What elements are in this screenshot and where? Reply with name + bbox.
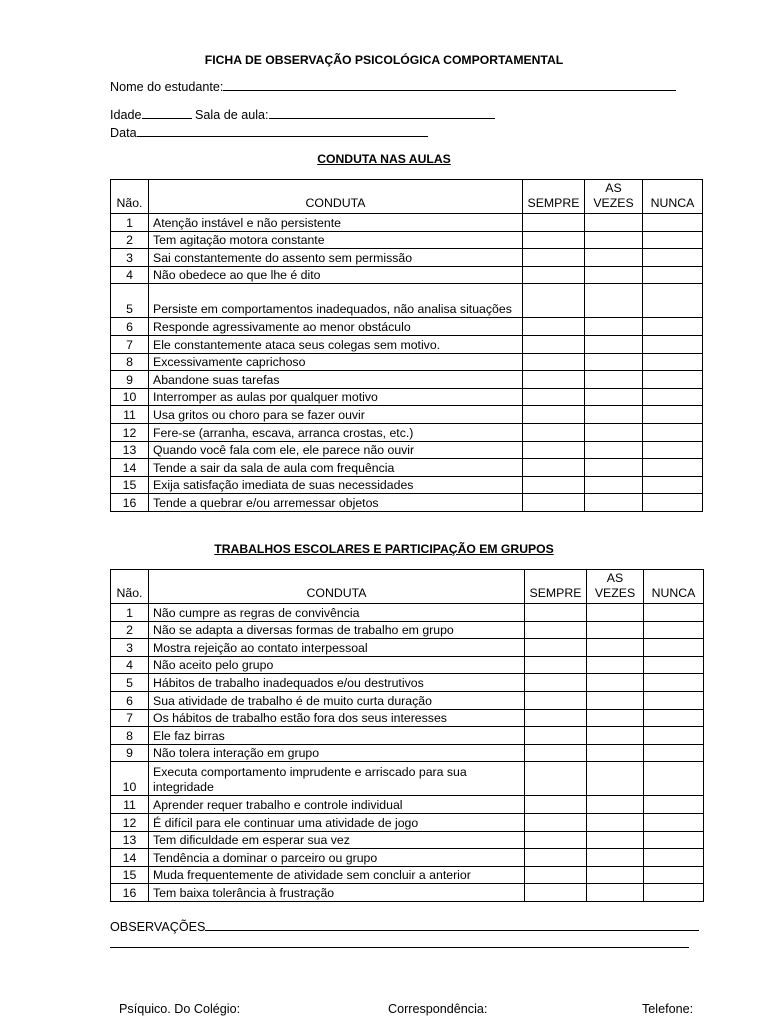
- never-cell[interactable]: [644, 604, 704, 622]
- always-cell[interactable]: [523, 371, 585, 389]
- table-row: [111, 231, 703, 249]
- table-row: [111, 284, 703, 318]
- col-header-sometimes: AS VEZES: [585, 180, 643, 214]
- never-cell[interactable]: [644, 813, 704, 831]
- never-cell[interactable]: [643, 318, 703, 336]
- date-field: [110, 124, 428, 141]
- row-number: 14: [111, 459, 149, 477]
- table-row: [111, 604, 704, 622]
- age-classroom-field: [110, 106, 495, 123]
- always-cell[interactable]: [523, 249, 585, 267]
- sometimes-cell[interactable]: [585, 423, 643, 441]
- conduct-text: Não obedece ao que lhe é dito: [149, 266, 523, 284]
- table-row: [111, 727, 704, 745]
- conduct-text: Tende a sair da sala de aula com frequência: [149, 459, 523, 477]
- never-cell[interactable]: [644, 866, 704, 884]
- conduct-text: Fere-se (arranha, escava, arranca crostas, etc.): [149, 423, 523, 441]
- group-work-table: [110, 569, 704, 902]
- table-row: [111, 656, 704, 674]
- always-cell[interactable]: [525, 656, 587, 674]
- always-cell[interactable]: [523, 476, 585, 494]
- conduct-text: Sua atividade de trabalho é de muito curta duração: [149, 691, 525, 709]
- row-number: 13: [111, 441, 149, 459]
- conduct-text: Responde agressivamente ao menor obstáculo: [149, 318, 523, 336]
- school-psych-label: Psíquico. Do Colégio:: [119, 1002, 241, 1016]
- sometimes-cell[interactable]: [585, 214, 643, 232]
- never-cell[interactable]: [643, 231, 703, 249]
- conduct-text: Abandone suas tarefas: [149, 371, 523, 389]
- always-cell[interactable]: [525, 709, 587, 727]
- always-cell[interactable]: [525, 813, 587, 831]
- table-row: [111, 441, 703, 459]
- never-cell[interactable]: [644, 727, 704, 745]
- table-row: [111, 709, 704, 727]
- never-cell[interactable]: [644, 884, 704, 902]
- student-name-field: [110, 78, 676, 95]
- conduct-text: Excessivamente caprichoso: [149, 353, 523, 371]
- observations-label: OBSERVAÇÕES: [110, 920, 206, 934]
- row-number: 4: [111, 656, 149, 674]
- row-number: 10: [111, 388, 149, 406]
- col-header-never: NUNCA: [643, 180, 703, 214]
- conduct-text: Não se adapta a diversas formas de trabalho em grupo: [149, 621, 525, 639]
- table-row: [111, 849, 704, 867]
- always-cell[interactable]: [523, 266, 585, 284]
- table-row: [111, 762, 704, 796]
- section-title-group-work: TRABALHOS ESCOLARES E PARTICIPAÇÃO EM GRUPOS: [214, 542, 554, 556]
- sometimes-cell[interactable]: [585, 459, 643, 477]
- conduct-text: Não aceito pelo grupo: [149, 656, 525, 674]
- never-cell[interactable]: [643, 266, 703, 284]
- row-number: 11: [111, 406, 149, 424]
- table-header-row: [111, 570, 704, 604]
- sometimes-cell[interactable]: [587, 709, 644, 727]
- always-cell[interactable]: [525, 639, 587, 657]
- never-cell[interactable]: [643, 388, 703, 406]
- conduct-text: Tem agitação motora constante: [149, 231, 523, 249]
- row-number: 9: [111, 744, 149, 762]
- section-title-classroom-conduct: CONDUTA NAS AULAS: [317, 152, 451, 166]
- row-number: 12: [111, 813, 149, 831]
- conduct-text: Aprender requer trabalho e controle individual: [149, 796, 525, 814]
- never-cell[interactable]: [644, 621, 704, 639]
- sometimes-cell[interactable]: [587, 849, 644, 867]
- table-row: [111, 388, 703, 406]
- sometimes-cell[interactable]: [585, 318, 643, 336]
- phone-label: Telefone:: [642, 1002, 694, 1016]
- conduct-text: Sai constantemente do assento sem permissão: [149, 249, 523, 267]
- never-cell[interactable]: [644, 762, 704, 796]
- always-cell[interactable]: [523, 388, 585, 406]
- row-number: 2: [111, 621, 149, 639]
- conduct-text: Exija satisfação imediata de suas necessidades: [149, 476, 523, 494]
- always-cell[interactable]: [523, 494, 585, 512]
- col-header-no: Não.: [111, 570, 149, 604]
- table-row: [111, 831, 704, 849]
- table-row: [111, 249, 703, 267]
- always-cell[interactable]: [525, 849, 587, 867]
- sometimes-cell[interactable]: [585, 371, 643, 389]
- row-number: 3: [111, 639, 149, 657]
- sometimes-cell[interactable]: [587, 796, 644, 814]
- never-cell[interactable]: [644, 744, 704, 762]
- table-row: [111, 884, 704, 902]
- never-cell[interactable]: [644, 639, 704, 657]
- col-header-conduct: CONDUTA: [149, 570, 525, 604]
- row-number: 14: [111, 849, 149, 867]
- table-row: [111, 866, 704, 884]
- table-row: [111, 371, 703, 389]
- sometimes-cell[interactable]: [585, 476, 643, 494]
- always-cell[interactable]: [523, 335, 585, 353]
- row-number: 16: [111, 884, 149, 902]
- col-header-always: SEMPRE: [523, 180, 585, 214]
- always-cell[interactable]: [525, 621, 587, 639]
- always-cell[interactable]: [523, 423, 585, 441]
- sometimes-cell[interactable]: [585, 249, 643, 267]
- never-cell[interactable]: [644, 709, 704, 727]
- sometimes-cell[interactable]: [585, 406, 643, 424]
- table-row: [111, 639, 704, 657]
- row-number: 5: [111, 284, 149, 318]
- table-row: [111, 494, 703, 512]
- always-cell[interactable]: [525, 691, 587, 709]
- sometimes-cell[interactable]: [587, 813, 644, 831]
- row-number: 12: [111, 423, 149, 441]
- conduct-text: Tem baixa tolerância à frustração: [149, 884, 525, 902]
- conduct-text: Persiste em comportamentos inadequados, não analisa situações: [149, 284, 523, 318]
- never-cell[interactable]: [644, 691, 704, 709]
- conduct-text: Interromper as aulas por qualquer motivo: [149, 388, 523, 406]
- sometimes-cell[interactable]: [587, 831, 644, 849]
- row-number: 6: [111, 691, 149, 709]
- never-cell[interactable]: [643, 476, 703, 494]
- observations-blank-1[interactable]: [205, 918, 699, 931]
- always-cell[interactable]: [525, 744, 587, 762]
- conduct-text: É difícil para ele continuar uma atividade de jogo: [149, 813, 525, 831]
- sometimes-cell[interactable]: [585, 441, 643, 459]
- sometimes-cell[interactable]: [587, 604, 644, 622]
- never-cell[interactable]: [644, 674, 704, 692]
- col-header-sometimes: AS VEZES: [587, 570, 644, 604]
- conduct-text: Ele constantemente ataca seus colegas sem motivo.: [149, 335, 523, 353]
- always-cell[interactable]: [523, 284, 585, 318]
- table-row: [111, 459, 703, 477]
- table-row: [111, 335, 703, 353]
- sometimes-cell[interactable]: [587, 884, 644, 902]
- table-row: [111, 214, 703, 232]
- table-row: [111, 796, 704, 814]
- always-cell[interactable]: [525, 727, 587, 745]
- conduct-text: Ele faz birras: [149, 727, 525, 745]
- col-header-no: Não.: [111, 180, 149, 214]
- table-row: [111, 353, 703, 371]
- col-header-never: NUNCA: [644, 570, 704, 604]
- always-cell[interactable]: [525, 762, 587, 796]
- always-cell[interactable]: [523, 318, 585, 336]
- student-name-label: Nome do estudante:: [110, 80, 224, 94]
- table-row: [111, 691, 704, 709]
- always-cell[interactable]: [523, 214, 585, 232]
- conduct-text: Atenção instável e não persistente: [149, 214, 523, 232]
- always-cell[interactable]: [523, 406, 585, 424]
- classroom-label: Sala de aula:: [195, 108, 269, 122]
- conduct-text: Não tolera interação em grupo: [149, 744, 525, 762]
- always-cell[interactable]: [525, 884, 587, 902]
- never-cell[interactable]: [644, 849, 704, 867]
- row-number: 2: [111, 231, 149, 249]
- row-number: 15: [111, 866, 149, 884]
- sometimes-cell[interactable]: [587, 656, 644, 674]
- never-cell[interactable]: [643, 441, 703, 459]
- conduct-text: Quando você fala com ele, ele parece não ouvir: [149, 441, 523, 459]
- sometimes-cell[interactable]: [587, 744, 644, 762]
- never-cell[interactable]: [643, 371, 703, 389]
- sometimes-cell[interactable]: [585, 353, 643, 371]
- never-cell[interactable]: [643, 284, 703, 318]
- conduct-text: Tem dificuldade em esperar sua vez: [149, 831, 525, 849]
- sometimes-cell[interactable]: [587, 639, 644, 657]
- table-row: [111, 674, 704, 692]
- age-blank[interactable]: [142, 106, 192, 119]
- sometimes-cell[interactable]: [587, 762, 644, 796]
- conduct-text: Usa gritos ou choro para se fazer ouvir: [149, 406, 523, 424]
- table-row: [111, 476, 703, 494]
- conduct-text: Executa comportamento imprudente e arriscado para sua integridade: [149, 762, 525, 796]
- observations-blank-2[interactable]: [110, 947, 689, 948]
- row-number: 6: [111, 318, 149, 336]
- row-number: 9: [111, 371, 149, 389]
- never-cell[interactable]: [644, 796, 704, 814]
- never-cell[interactable]: [643, 494, 703, 512]
- table-row: [111, 266, 703, 284]
- always-cell[interactable]: [525, 866, 587, 884]
- conduct-text: Hábitos de trabalho inadequados e/ou destrutivos: [149, 674, 525, 692]
- table-row: [111, 406, 703, 424]
- conduct-text: Tende a quebrar e/ou arremessar objetos: [149, 494, 523, 512]
- always-cell[interactable]: [525, 604, 587, 622]
- sometimes-cell[interactable]: [587, 691, 644, 709]
- always-cell[interactable]: [523, 459, 585, 477]
- row-number: 13: [111, 831, 149, 849]
- never-cell[interactable]: [643, 335, 703, 353]
- sometimes-cell[interactable]: [587, 621, 644, 639]
- table-header-row: [111, 180, 703, 214]
- col-header-always: SEMPRE: [525, 570, 587, 604]
- never-cell[interactable]: [643, 214, 703, 232]
- never-cell[interactable]: [643, 459, 703, 477]
- sometimes-cell[interactable]: [585, 284, 643, 318]
- row-number: 15: [111, 476, 149, 494]
- row-number: 7: [111, 335, 149, 353]
- always-cell[interactable]: [523, 231, 585, 249]
- sometimes-cell[interactable]: [587, 674, 644, 692]
- always-cell[interactable]: [525, 796, 587, 814]
- never-cell[interactable]: [644, 831, 704, 849]
- always-cell[interactable]: [523, 353, 585, 371]
- row-number: 4: [111, 266, 149, 284]
- always-cell[interactable]: [525, 674, 587, 692]
- sometimes-cell[interactable]: [585, 388, 643, 406]
- conduct-text: Os hábitos de trabalho estão fora dos seus interesses: [149, 709, 525, 727]
- row-number: 8: [111, 353, 149, 371]
- date-blank[interactable]: [137, 124, 428, 137]
- sometimes-cell[interactable]: [585, 266, 643, 284]
- table-row: [111, 744, 704, 762]
- sometimes-cell[interactable]: [585, 494, 643, 512]
- row-number: 16: [111, 494, 149, 512]
- row-number: 1: [111, 214, 149, 232]
- page-title: FICHA DE OBSERVAÇÃO PSICOLÓGICA COMPORTAMENTAL: [204, 53, 564, 67]
- correspondence-label: Correspondência:: [388, 1002, 488, 1016]
- student-name-blank[interactable]: [223, 78, 676, 91]
- conduct-table: [110, 179, 703, 512]
- table-row: [111, 423, 703, 441]
- never-cell[interactable]: [643, 353, 703, 371]
- conduct-text: Não cumpre as regras de convivência: [149, 604, 525, 622]
- age-label: Idade: [110, 108, 142, 122]
- conduct-text: Tendência a dominar o parceiro ou grupo: [149, 849, 525, 867]
- never-cell[interactable]: [643, 249, 703, 267]
- table-row: [111, 318, 703, 336]
- row-number: 3: [111, 249, 149, 267]
- row-number: 1: [111, 604, 149, 622]
- conduct-text: Mostra rejeição ao contato interpessoal: [149, 639, 525, 657]
- observations-field: [110, 918, 699, 935]
- row-number: 10: [111, 762, 149, 796]
- never-cell[interactable]: [643, 406, 703, 424]
- conduct-text: Muda frequentemente de atividade sem concluir a anterior: [149, 866, 525, 884]
- row-number: 11: [111, 796, 149, 814]
- always-cell[interactable]: [525, 831, 587, 849]
- sometimes-cell[interactable]: [587, 866, 644, 884]
- table-row: [111, 621, 704, 639]
- row-number: 7: [111, 709, 149, 727]
- row-number: 8: [111, 727, 149, 745]
- sometimes-cell[interactable]: [585, 335, 643, 353]
- always-cell[interactable]: [523, 441, 585, 459]
- date-label: Data: [110, 126, 137, 140]
- col-header-conduct: CONDUTA: [149, 180, 523, 214]
- never-cell[interactable]: [644, 656, 704, 674]
- table-row: [111, 813, 704, 831]
- never-cell[interactable]: [643, 423, 703, 441]
- sometimes-cell[interactable]: [587, 727, 644, 745]
- row-number: 5: [111, 674, 149, 692]
- classroom-blank[interactable]: [269, 106, 495, 119]
- sometimes-cell[interactable]: [585, 231, 643, 249]
